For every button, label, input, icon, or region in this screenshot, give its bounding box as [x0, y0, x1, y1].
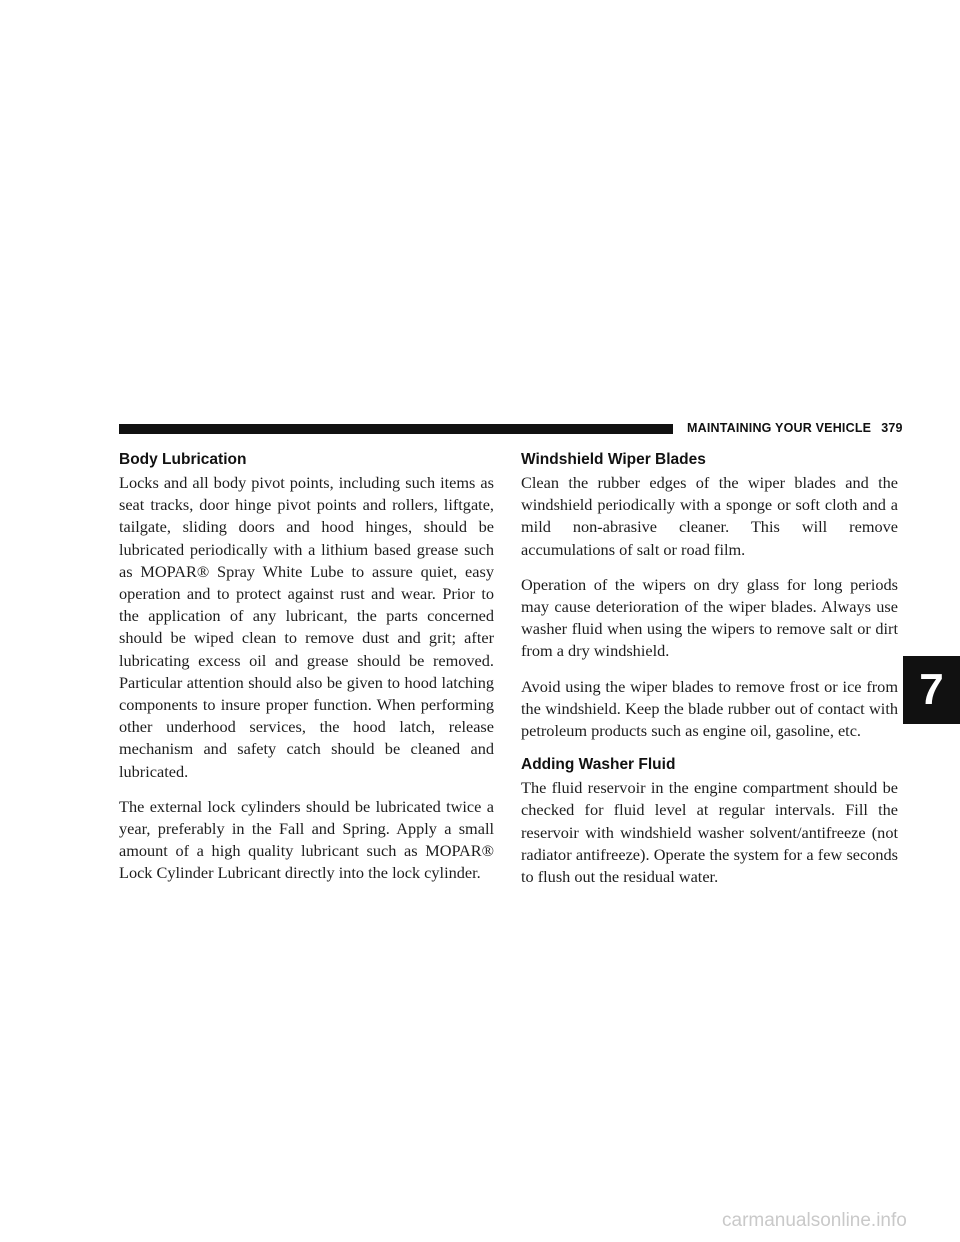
body-paragraph: Clean the rubber edges of the wiper blades and the windshield periodically with a sponge or soft cloth and a mild non-abrasive cleaner. This will remove accumulations of salt or road film.: [521, 473, 898, 559]
header-title: MAINTAINING YOUR VEHICLE: [687, 421, 872, 435]
page-number: 379: [881, 421, 903, 435]
chapter-tab: [903, 656, 960, 724]
body-paragraph: Avoid using the wiper blades to remove frost or ice from the windshield. Keep the blade rubber out of contact with petroleum products such as engine oil, gasoline, etc.: [521, 676, 898, 741]
section-heading-washer-fluid: Adding Washer Fluid: [521, 756, 676, 774]
body-paragraph: Locks and all body pivot points, including such items as seat tracks, door hinge pivot points and rollers, liftgate, tailgate, sliding doors and hood hinges, should be lubricated periodically with a lithium based grease such as MOPAR® Spray White Lube to assure quiet, easy operation and to protect against rust and wear. Prior to the application of any lubricant, the parts concerned should be wiped clean to remove dust and grit; after lubricating excess oil and grease should be removed. Particular attention should also be given to hood latching components to insure proper function. When performing other underhood services, the hood latch, release mechanism and safety catch should be cleaned and lubricated.: [119, 473, 494, 781]
body-paragraph: Operation of the wipers on dry glass for long periods may cause deterioration of the wiper blades. Always use washer fluid when using the wipers to remove salt or dirt from a dry windshield.: [521, 574, 898, 661]
running-header: [687, 421, 903, 435]
right-column: [521, 450, 898, 901]
section-heading-body-lubrication: Body Lubrication: [119, 451, 247, 468]
chapter-number: 7: [919, 665, 944, 714]
left-column: [119, 450, 494, 898]
header-rule: [119, 424, 673, 434]
watermark: carmanualsonline.info: [722, 1210, 907, 1231]
section-heading-wiper-blades: Windshield Wiper Blades: [521, 451, 706, 468]
body-paragraph: The external lock cylinders should be lubricated twice a year, preferably in the Fall and Spring. Apply a small amount of a high quality lubricant such as MOPAR® Lock Cylinder Lubricant directly into the lock cylinder.: [119, 796, 494, 883]
body-paragraph: The fluid reservoir in the engine compartment should be checked for fluid level at regular intervals. Fill the reservoir with windshield washer solvent/antifreeze (not radiator antifreeze). Operate the system for a few seconds to flush out the residual water.: [521, 778, 898, 887]
